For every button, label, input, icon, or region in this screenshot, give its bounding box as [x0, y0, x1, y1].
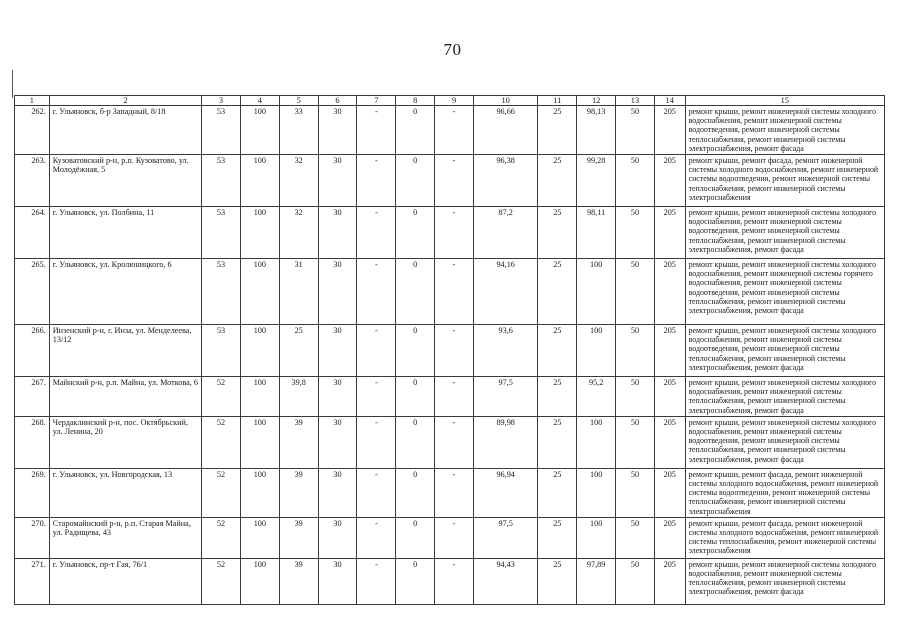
cell-c14: 205	[654, 155, 685, 207]
cell-c14: 205	[654, 259, 685, 325]
cell-works: ремонт крыши, ремонт инженерной системы холодного водоснабжения, ремонт инженерной системы теплоснабжения, ремонт инженерной системы электроснабжения, ремонт фасада	[685, 377, 884, 417]
cell-c14: 205	[654, 325, 685, 377]
cell-c8: 0	[396, 106, 435, 155]
cell-c11: 25	[538, 155, 577, 207]
cell-c12: 100	[577, 517, 616, 558]
cell-c3: 52	[202, 517, 241, 558]
table-row	[15, 416, 885, 468]
cell-c11: 25	[538, 259, 577, 325]
cell-c9: -	[435, 325, 474, 377]
cell-c3: 52	[202, 558, 241, 604]
cell-c13: 50	[616, 207, 655, 259]
cell-c4: 100	[240, 106, 279, 155]
cell-no: 265.	[15, 259, 50, 325]
cell-c13: 50	[616, 377, 655, 417]
cell-c10: 94,43	[473, 558, 537, 604]
column-number-header	[15, 96, 885, 106]
cell-c10: 97,5	[473, 517, 537, 558]
cell-c14: 205	[654, 558, 685, 604]
cell-address: г. Ульяновск, ул. Кролюницкого, 6	[49, 259, 201, 325]
cell-c3: 52	[202, 416, 241, 468]
cell-works: ремонт крыши, ремонт инженерной системы холодного водоснабжения, ремонт инженерной системы водоотведения, ремонт инженерной системы теплоснабжения, ремонт инженерной системы электроснабжения, ремонт фасада	[685, 416, 884, 468]
cell-no: 262.	[15, 106, 50, 155]
cell-address: Кузоватовский р-н, р.п. Кузоватово, ул. Молодёжная, 5	[49, 155, 201, 207]
cell-c14: 205	[654, 377, 685, 417]
cell-c11: 25	[538, 558, 577, 604]
cell-c8: 0	[396, 259, 435, 325]
cell-c5: 39	[279, 558, 318, 604]
header-cell: 4	[240, 96, 279, 106]
cell-address: г. Ульяновск, ул. Полбина, 11	[49, 207, 201, 259]
cell-c8: 0	[396, 416, 435, 468]
cell-works: ремонт крыши, ремонт инженерной системы холодного водоснабжения, ремонт инженерной системы водоотведения, ремонт инженерной системы теплоснабжения, ремонт инженерной системы электроснабжения, ремонт фасада	[685, 106, 884, 155]
cell-c4: 100	[240, 155, 279, 207]
cell-c5: 39	[279, 416, 318, 468]
cell-c7: -	[357, 259, 396, 325]
cell-c12: 98,13	[577, 106, 616, 155]
cell-works: ремонт крыши, ремонт фасада, ремонт инженерной системы холодного водоснабжения, ремонт инженерной системы теплоснабжения, ремонт инженерной системы электроснабжения	[685, 517, 884, 558]
cell-c3: 53	[202, 259, 241, 325]
table-row	[15, 259, 885, 325]
header-cell: 3	[202, 96, 241, 106]
cell-no: 264.	[15, 207, 50, 259]
cell-c8: 0	[396, 325, 435, 377]
table-row	[15, 558, 885, 604]
header-cell: 7	[357, 96, 396, 106]
cell-c3: 52	[202, 377, 241, 417]
header-cell: 13	[616, 96, 655, 106]
cell-c4: 100	[240, 558, 279, 604]
cell-c11: 25	[538, 468, 577, 517]
cell-c3: 53	[202, 207, 241, 259]
table-row	[15, 517, 885, 558]
cell-c6: 30	[318, 468, 357, 517]
cell-works: ремонт крыши, ремонт инженерной системы холодного водоснабжения, ремонт инженерной системы горячего водоснабжения, ремонт инженерной системы водоотведения, ремонт инженерной системы теплоснабжения, ремонт инженерной системы электроснабжения, ремонт фасада	[685, 259, 884, 325]
cell-c9: -	[435, 416, 474, 468]
cell-c6: 30	[318, 259, 357, 325]
cell-c13: 50	[616, 468, 655, 517]
cell-c5: 39	[279, 517, 318, 558]
cell-c7: -	[357, 155, 396, 207]
cell-c6: 30	[318, 377, 357, 417]
cell-c5: 32	[279, 155, 318, 207]
cell-no: 263.	[15, 155, 50, 207]
cell-c14: 205	[654, 416, 685, 468]
cell-works: ремонт крыши, ремонт инженерной системы холодного водоснабжения, ремонт инженерной системы теплоснабжения, ремонт инженерной системы электроснабжения, ремонт фасада	[685, 558, 884, 604]
header-cell: 11	[538, 96, 577, 106]
cell-address: г. Ульяновск, пр-т Гая, 76/1	[49, 558, 201, 604]
cell-c4: 100	[240, 416, 279, 468]
cell-c5: 25	[279, 325, 318, 377]
header-cell: 5	[279, 96, 318, 106]
cell-c13: 50	[616, 155, 655, 207]
cell-c6: 30	[318, 517, 357, 558]
cell-c8: 0	[396, 468, 435, 517]
cell-c12: 100	[577, 468, 616, 517]
cell-c10: 96,38	[473, 155, 537, 207]
cell-c3: 53	[202, 106, 241, 155]
cell-c8: 0	[396, 558, 435, 604]
header-cell: 14	[654, 96, 685, 106]
cell-c12: 97,89	[577, 558, 616, 604]
cell-c4: 100	[240, 468, 279, 517]
cell-c12: 100	[577, 325, 616, 377]
cell-c8: 0	[396, 155, 435, 207]
cell-address: Инзенский р-н, г. Инза, ул. Менделеева, 13/12	[49, 325, 201, 377]
cell-c13: 50	[616, 416, 655, 468]
cell-c11: 25	[538, 517, 577, 558]
cell-c13: 50	[616, 259, 655, 325]
cell-c11: 25	[538, 106, 577, 155]
cell-c7: -	[357, 416, 396, 468]
cell-c11: 25	[538, 207, 577, 259]
cell-c7: -	[357, 517, 396, 558]
cell-no: 268.	[15, 416, 50, 468]
table-row	[15, 106, 885, 155]
cell-c4: 100	[240, 325, 279, 377]
cell-c7: -	[357, 207, 396, 259]
cell-c12: 100	[577, 416, 616, 468]
cell-works: ремонт крыши, ремонт фасада, ремонт инженерной системы холодного водоснабжения, ремонт инженерной системы водоотведения, ремонт инженерной системы теплоснабжения, ремонт инженерной системы электроснабжения	[685, 155, 884, 207]
header-cell: 6	[318, 96, 357, 106]
table-row	[15, 377, 885, 417]
cell-c6: 30	[318, 155, 357, 207]
cell-c13: 50	[616, 558, 655, 604]
cell-c4: 100	[240, 377, 279, 417]
header-cell: 12	[577, 96, 616, 106]
cell-c9: -	[435, 207, 474, 259]
cell-c5: 39,8	[279, 377, 318, 417]
cell-c3: 53	[202, 155, 241, 207]
cell-c4: 100	[240, 207, 279, 259]
cell-no: 266.	[15, 325, 50, 377]
cell-c12: 95,2	[577, 377, 616, 417]
cell-c8: 0	[396, 377, 435, 417]
cell-c7: -	[357, 468, 396, 517]
cell-c11: 25	[538, 325, 577, 377]
cell-c13: 50	[616, 517, 655, 558]
cell-c8: 0	[396, 207, 435, 259]
cell-c6: 30	[318, 558, 357, 604]
cell-no: 267.	[15, 377, 50, 417]
cell-c7: -	[357, 558, 396, 604]
cell-c14: 205	[654, 468, 685, 517]
cell-c9: -	[435, 468, 474, 517]
header-cell: 8	[396, 96, 435, 106]
cell-c9: -	[435, 558, 474, 604]
cell-c14: 205	[654, 207, 685, 259]
cell-c10: 94,16	[473, 259, 537, 325]
header-cell: 2	[49, 96, 201, 106]
margin-line	[12, 70, 13, 98]
cell-c7: -	[357, 106, 396, 155]
cell-c14: 205	[654, 106, 685, 155]
cell-c12: 99,28	[577, 155, 616, 207]
page-number: 70	[443, 40, 462, 59]
cell-address: Чердаклинский р-н, пос. Октябрьский, ул. Ленина, 20	[49, 416, 201, 468]
cell-c4: 100	[240, 517, 279, 558]
cell-address: Старомайнский р-н, р.п. Старая Майна, ул. Радищева, 43	[49, 517, 201, 558]
cell-works: ремонт крыши, ремонт инженерной системы холодного водоснабжения, ремонт инженерной системы водоотведения, ремонт инженерной системы теплоснабжения, ремонт инженерной системы электроснабжения, ремонт фасада	[685, 325, 884, 377]
table-row	[15, 207, 885, 259]
header-cell: 10	[473, 96, 537, 106]
cell-c8: 0	[396, 517, 435, 558]
cell-c4: 100	[240, 259, 279, 325]
cell-c5: 33	[279, 106, 318, 155]
cell-c7: -	[357, 325, 396, 377]
cell-works: ремонт крыши, ремонт фасада, ремонт инженерной системы холодного водоснабжения, ремонт инженерной системы водоотведения, ремонт инженерной системы теплоснабжения, ремонт инженерной системы электроснабжения	[685, 468, 884, 517]
table-row	[15, 325, 885, 377]
cell-c12: 100	[577, 259, 616, 325]
cell-c9: -	[435, 106, 474, 155]
cell-c11: 25	[538, 416, 577, 468]
cell-c9: -	[435, 517, 474, 558]
cell-no: 271.	[15, 558, 50, 604]
cell-c6: 30	[318, 325, 357, 377]
cell-c10: 96,66	[473, 106, 537, 155]
cell-c6: 30	[318, 106, 357, 155]
cell-c5: 32	[279, 207, 318, 259]
cell-no: 269.	[15, 468, 50, 517]
table-row	[15, 155, 885, 207]
cell-c6: 30	[318, 416, 357, 468]
cell-address: Майнский р-н, р.п. Майна, ул. Моткова, 6	[49, 377, 201, 417]
cell-c12: 98,11	[577, 207, 616, 259]
cell-c10: 96,94	[473, 468, 537, 517]
cell-c14: 205	[654, 517, 685, 558]
repair-register-table	[14, 95, 885, 605]
cell-c10: 87,2	[473, 207, 537, 259]
cell-address: г. Ульяновск, б-р Западный, 8/18	[49, 106, 201, 155]
cell-c3: 53	[202, 325, 241, 377]
cell-c11: 25	[538, 377, 577, 417]
cell-c3: 52	[202, 468, 241, 517]
cell-c5: 31	[279, 259, 318, 325]
cell-c10: 97,5	[473, 377, 537, 417]
header-cell: 9	[435, 96, 474, 106]
cell-works: ремонт крыши, ремонт инженерной системы холодного водоснабжения, ремонт инженерной системы водоотведения, ремонт инженерной системы теплоснабжения, ремонт инженерной системы электроснабжения, ремонт фасада	[685, 207, 884, 259]
header-cell: 1	[15, 96, 50, 106]
table-row	[15, 468, 885, 517]
header-cell: 15	[685, 96, 884, 106]
cell-c5: 39	[279, 468, 318, 517]
cell-address: г. Ульяновск, ул. Новгородская, 13	[49, 468, 201, 517]
cell-no: 270.	[15, 517, 50, 558]
cell-c13: 50	[616, 106, 655, 155]
cell-c6: 30	[318, 207, 357, 259]
cell-c9: -	[435, 259, 474, 325]
cell-c10: 89,98	[473, 416, 537, 468]
cell-c13: 50	[616, 325, 655, 377]
cell-c9: -	[435, 377, 474, 417]
cell-c9: -	[435, 155, 474, 207]
cell-c10: 93,6	[473, 325, 537, 377]
cell-c7: -	[357, 377, 396, 417]
